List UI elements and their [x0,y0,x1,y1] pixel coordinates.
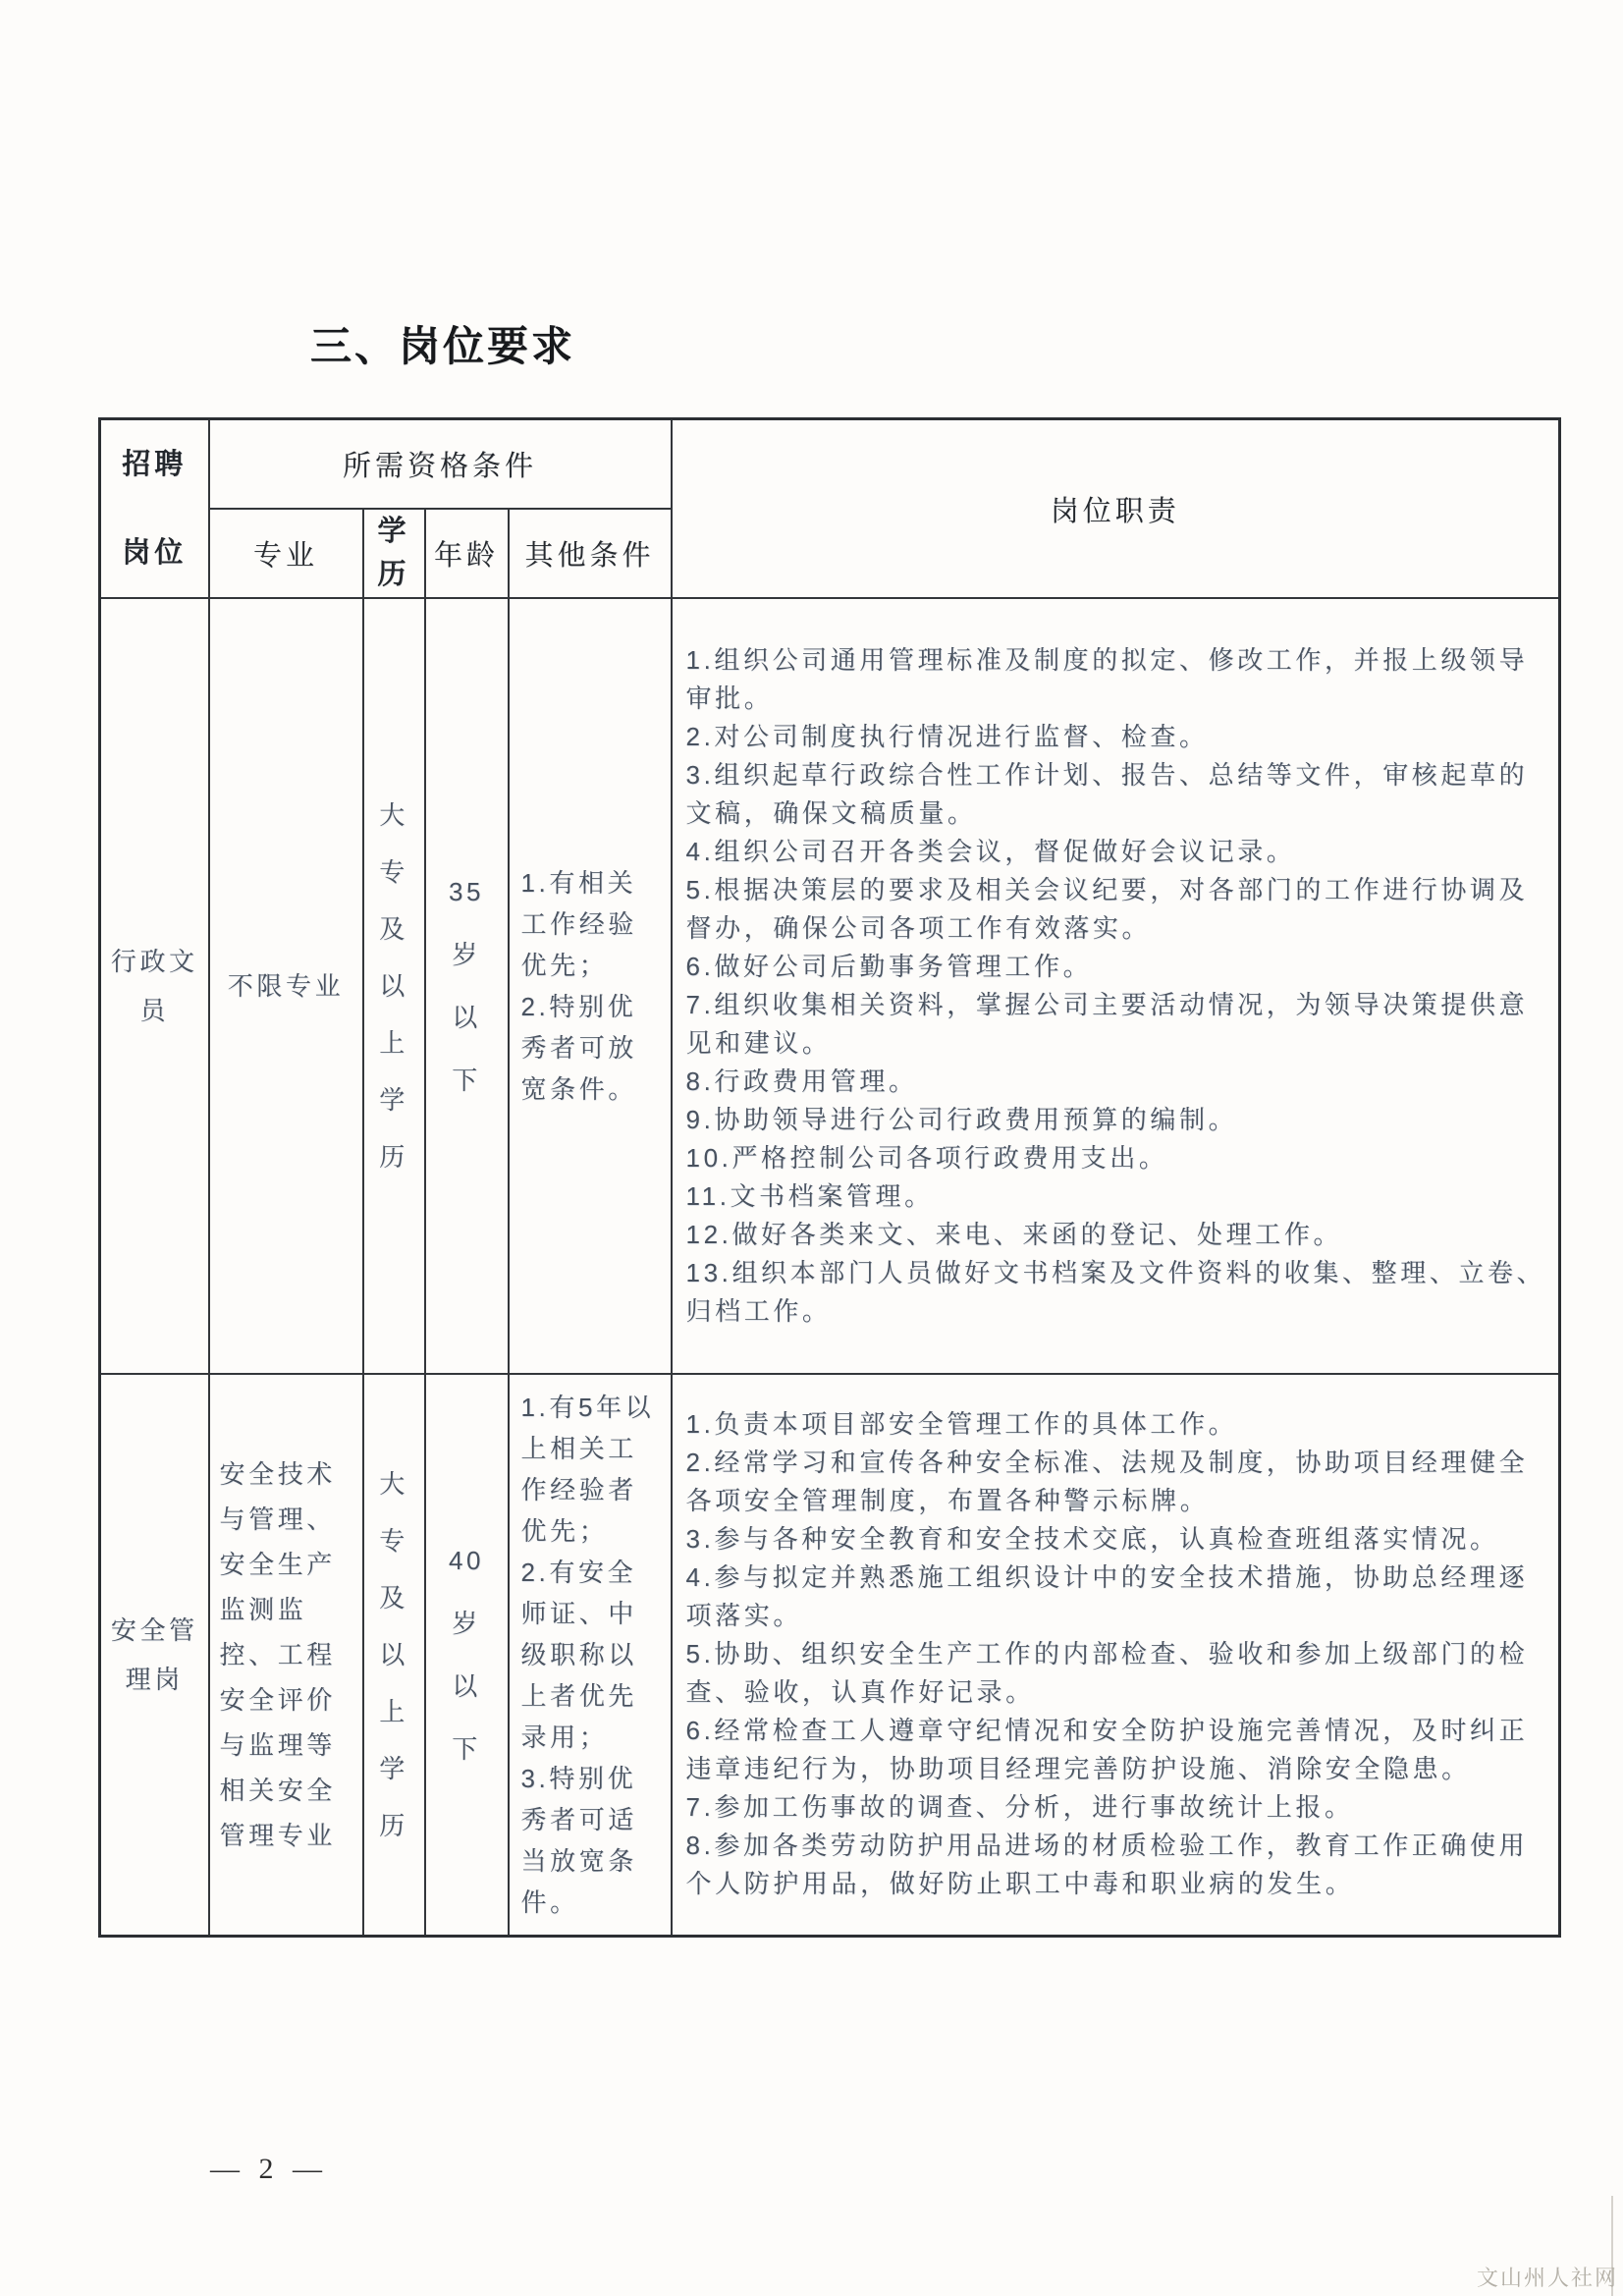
major-text: 安全技术与管理、安全生产监测监控、工程安全评价与监理等相关安全管理专业 [219,1458,336,1850]
watermark: 文山州人社网 [1476,2266,1618,2290]
education-text: 大专及以上学历 [379,1468,408,1840]
duty-item: 1.组织公司通用管理标准及制度的拟定、修改工作，并报上级领导审批。 [685,645,1529,713]
cell-duties [672,598,1560,1374]
duty-item: 4.参与拟定并熟悉施工组织设计中的安全技术措施，协助总经理逐项落实。 [685,1562,1529,1631]
recruit-position-label: 招聘岗位 [122,449,188,569]
cell-education [363,598,425,1374]
cell-duties [672,1374,1560,1936]
duty-item: 5.协助、组织安全生产工作的内部检查、验收和参加上级部门的检查、验收，认真作好记录。 [685,1639,1529,1708]
duty-item: 12.做好各类来文、来电、来函的登记、处理工作。 [685,1220,1343,1249]
condition-item: 2.有安全师证、中级职称以上者优先录用； [520,1557,637,1752]
header-cell-age: 年龄 [425,509,509,598]
header-cell-recruit-position [100,419,209,599]
duty-item: 11.文书档案管理。 [685,1181,934,1211]
table-row-safety-manager [100,1374,1560,1936]
header-cell-other: 其他条件 [509,509,672,598]
position-name: 安全管理岗 [110,1614,198,1694]
duty-item: 3.参与各种安全教育和安全技术交底，认真检查班组落实情况。 [685,1524,1499,1555]
duty-item: 6.经常检查工人遵章守纪情况和安全防护设施完善情况，及时纠正违章违纪行为，协助项目经理完善防护设施、消除安全隐患。 [685,1716,1529,1784]
education-label: 学历 [377,516,410,591]
duty-item: 6.做好公司后勤事务管理工作。 [685,952,1093,981]
condition-item: 1.有5年以上相关工作经验者优先； [520,1392,655,1546]
duty-item: 8.行政费用管理。 [685,1066,918,1096]
page-number: — 2 — [210,2153,328,2185]
duty-item: 7.参加工伤事故的调查、分析，进行事故统计上报。 [685,1792,1354,1823]
duty-item: 3.组织起草行政综合性工作计划、报告、总结等文件，审核起草的文稿，确保文稿质量。 [685,760,1529,828]
duty-item: 2.对公司制度执行情况进行监督、检查。 [685,722,1209,751]
condition-item: 2.特别优秀者可放宽条件。 [520,992,637,1104]
duty-item: 7.组织收集相关资料，掌握公司主要活动情况，为领导决策提供意见和建议。 [685,990,1529,1058]
cell-education [363,1374,425,1936]
header-cell-education [363,509,425,598]
table-row-admin-clerk [100,598,1560,1374]
condition-item: 3.特别优秀者可适当放宽条件。 [520,1763,637,1917]
cell-age [425,598,509,1374]
education-text: 大专及以上学历 [379,800,408,1172]
header-cell-major: 专业 [209,509,363,598]
duty-item: 1.负责本项目部安全管理工作的具体工作。 [685,1409,1238,1440]
duty-item: 4.组织公司召开各类会议，督促做好会议记录。 [685,837,1296,866]
duty-item: 2.经常学习和宣传各种安全标准、法规及制度，协助项目经理健全各项安全管理制度，布置各种警示标牌。 [685,1448,1529,1516]
requirements-table [98,417,1561,1938]
major-text: 不限专业 [227,971,345,1001]
age-text: 35岁以下 [448,877,485,1095]
header-cell-duties: 岗位职责 [672,419,1560,599]
duty-item: 13.组织本部门人员做好文书档案及文件资料的收集、整理、立卷、归档工作。 [685,1258,1546,1326]
duty-item: 10.严格控制公司各项行政费用支出。 [685,1143,1168,1173]
cell-major [209,598,363,1374]
cell-other-conditions [509,598,672,1374]
header-cell-qualifications: 所需资格条件 [209,419,672,509]
age-text: 40岁以下 [448,1545,485,1764]
condition-item: 1.有相关工作经验优先； [520,868,637,980]
page-title: 三、岗位要求 [310,323,576,369]
duty-item: 8.参加各类劳动防护用品进场的材质检验工作，教育工作正确使用个人防护用品，做好防止职工中毒和职业病的发生。 [685,1831,1529,1899]
cell-other-conditions [509,1374,672,1936]
position-name: 行政文员 [110,947,198,1025]
cell-age [425,1374,509,1936]
cell-major [209,1374,363,1936]
duty-item: 9.协助领导进行公司行政费用预算的编制。 [685,1105,1238,1134]
duty-item: 5.根据决策层的要求及相关会议纪要，对各部门的工作进行协调及督办，确保公司各项工作有效落实。 [685,875,1529,943]
cell-position [100,598,209,1374]
cell-position [100,1374,209,1936]
